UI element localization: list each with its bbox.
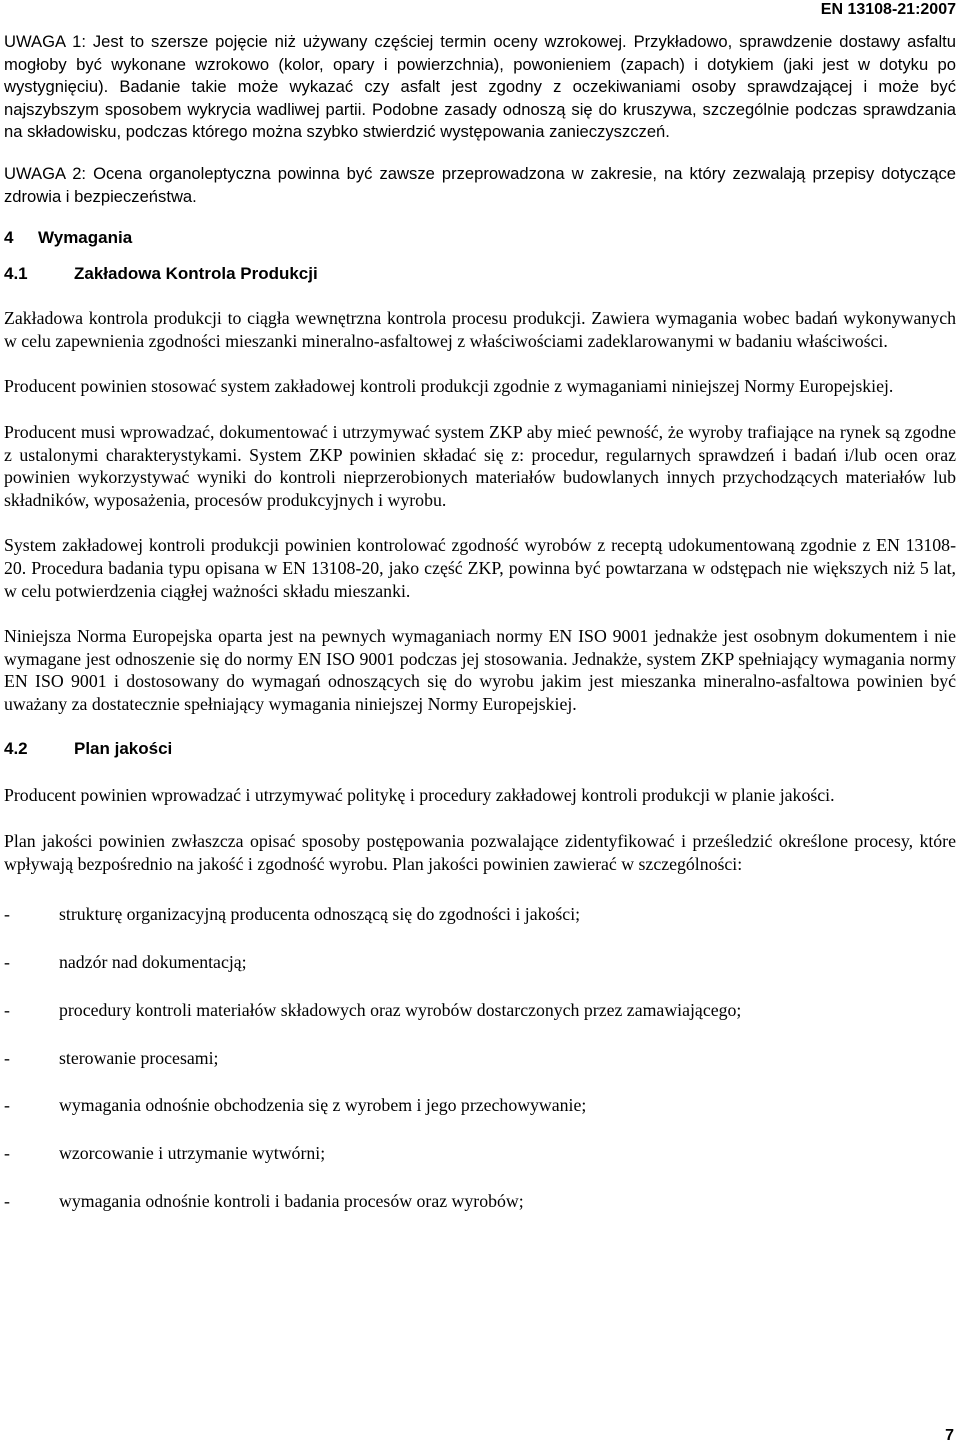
list-item [4,1047,956,1069]
list-item-text: wymagania odnośnie kontroli i badania procesów oraz wyrobów; [59,1191,524,1212]
list-item [4,1190,956,1212]
list-marker: - [4,952,10,973]
paragraph: Producent powinien wprowadzać i utrzymywać politykę i procedury zakładowej kontroli produkcji w planie jakości. [4,785,835,806]
section-title: Wymagania [38,228,133,248]
list-marker: - [4,1095,10,1116]
list-marker: - [4,999,10,1020]
quality-plan-list [4,903,956,1212]
list-item [4,1142,956,1164]
note-2: UWAGA 2: Ocena organoleptyczna powinna być zawsze przeprowadzona w zakresie, na który zezwalają przepisy dotyczące zdrowia i bezpieczeństwa. [4,163,956,206]
note-1: UWAGA 1: Jest to szersze pojęcie niż używany częściej termin oceny wzrokowej. Przykładowo, sprawdzenie dostawy asfaltu mogłoby być wykonane wzrokowo (kolor, opary i powierzchnia), powonieniem (zapach) i dotykiem (jaki jest w dotyku po wystygnięciu). Badanie takie może wykazać czy asfalt jest zgodny z oczekiwaniami osoby sprawdzającej i może być najszybszym sposobem wykrycia wadliwej partii. Podobne zasady odnoszą się do kruszywa, szczególnie podczas sprawdzania na składowisku, podczas którego można szybko stwierdzić występowania zanieczyszczeń. [4,32,956,142]
section-number: 4 [4,228,14,248]
list-item-text: nadzór nad dokumentacją; [59,952,247,973]
list-item [4,951,956,973]
list-marker: - [4,904,10,925]
list-marker: - [4,1047,10,1068]
paragraph: Producent musi wprowadzać, dokumentować i utrzymywać system ZKP aby mieć pewność, że wyroby trafiające na rynek są zgodne z ustalonymi charakterystykami. System ZKP powinien składać się z: procedur, regularnych sprawdzeń i badań i/lub ocen oraz powinien wykorzystywać wyniki do kontroli nieprzerobionych materiałów budowlanych innych przychodzących materiałów lub składników, wyposażenia, procesów produkcyjnych i wyrobu. [4,421,956,510]
section-title: Plan jakości [74,739,173,759]
paragraph: Niniejsza Norma Europejska oparta jest na pewnych wymaganiach normy EN ISO 9001 jednakże jest osobnym dokumentem i nie wymagane jest odnoszenie się do normy EN ISO 9001 podczas jej stosowania. Jednakże, system ZKP spełniający wymagania normy EN ISO 9001 i dostosowany do wymagań odnoszących się do wyrobu jakim jest mieszanka mineralno-asfaltowa powinien być uważany za dostatecznie spełniający wymagania niniejszej Normy Europejskiej. [4,626,956,714]
section-number: 4.2 [4,739,28,759]
paragraph: Plan jakości powinien zwłaszcza opisać sposoby postępowania pozwalające zidentyfikować i prześledzić określone procesy, które wpływają bezpośrednio na jakość i zgodność wyrobu. Plan jakości powinien zawierać w szczególności: [4,831,956,874]
page-number: 7 [945,1427,954,1444]
list-item-text: wzorcowanie i utrzymanie wytwórni; [59,1143,326,1164]
list-item [4,1094,956,1116]
paragraph: Producent powinien stosować system zakładowej kontroli produkcji zgodnie z wymaganiami niniejszej Normy Europejskiej. [4,376,894,397]
paragraph: System zakładowej kontroli produkcji powinien kontrolować zgodność wyrobów z receptą udokumentowaną zgodnie z EN 13108-20. Procedura badania typu opisana w EN 13108-20, jako część ZKP, powinna być powtarzana w odstępach nie większych niż 5 lat, w celu potwierdzenia ciągłej ważności składu mieszanki. [4,535,956,601]
list-item-text: sterowanie procesami; [59,1047,219,1068]
section-number: 4.1 [4,264,28,284]
section-4-1-heading [4,263,956,285]
list-item-text: strukturę organizacyjną producenta odnoszącą się do zgodności i jakości; [59,904,581,925]
list-item-text: wymagania odnośnie obchodzenia się z wyrobem i jego przechowywanie; [59,1095,587,1116]
list-marker: - [4,1143,10,1164]
list-marker: - [4,1191,10,1212]
list-item [4,999,956,1021]
paragraph: Zakładowa kontrola produkcji to ciągła wewnętrzna kontrola procesu produkcji. Zawiera wymagania wobec badań wykonywanych w celu zapewnienia zgodności mieszanki mineralno-asfaltowej z właściwościami zadeklarowanymi w badaniu właściwości. [4,308,956,351]
document-body [4,31,956,1238]
section-title: Zakładowa Kontrola Produkcji [74,264,318,284]
list-item-text: procedury kontroli materiałów składowych oraz wyrobów dostarczonych przez zamawiającego; [59,999,742,1020]
document-reference: EN 13108-21:2007 [820,1,956,18]
section-4-2-heading [4,738,956,760]
list-item [4,903,956,925]
section-4-heading [4,227,956,249]
